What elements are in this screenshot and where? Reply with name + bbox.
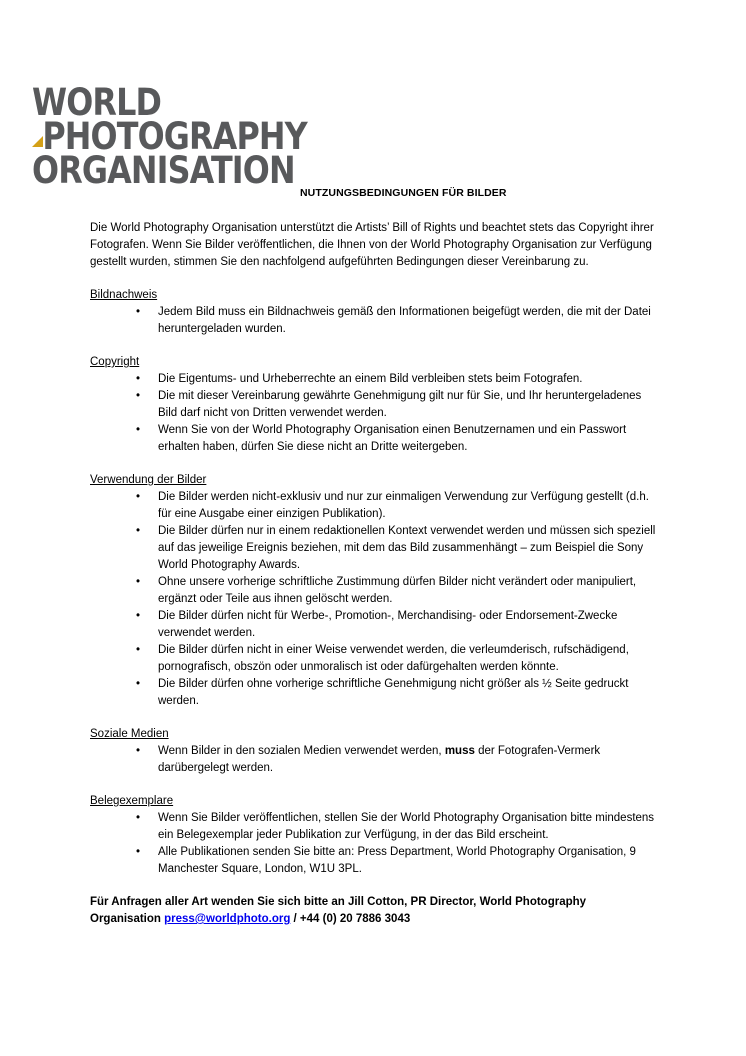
intro-paragraph: Die World Photography Organisation unterstützt die Artists’ Bill of Rights und beachtet stets das Copyright ihrer Fotografen. Wenn Sie Bilder veröffentlichen, die Ihnen von der World Photography Organisation zur Verfügung gestellt wurden, stimmen Sie den nachfolgend aufgeführten Bedingungen dieser Vereinbarung zu. xyxy=(90,222,654,268)
list-item: • Jedem Bild muss ein Bildnachweis gemäß den Informationen beigefügt werden, die mit der Datei heruntergeladen wurden. xyxy=(158,304,660,338)
section-heading: Belegexemplare xyxy=(90,795,174,807)
section-verwendung xyxy=(90,472,660,710)
list-item: • Die Eigentums- und Urheberrechte an einem Bild verbleiben stets beim Fotografen. xyxy=(158,371,660,388)
bullet-list xyxy=(90,304,660,338)
list-item: • Die mit dieser Vereinbarung gewährte Genehmigung gilt nur für Sie, und Ihr heruntergeladenes Bild darf nicht von Dritten verwendet werden. xyxy=(158,388,660,422)
bullet-list xyxy=(90,810,660,878)
list-item: • Alle Publikationen senden Sie bitte an: Press Department, World Photography Organisation, 9 Manchester Square, London, W1U 3PL. xyxy=(158,844,660,878)
social-text-emphasis: muss xyxy=(444,745,475,757)
logo-line-photography-text: PHOTOGRAPHY xyxy=(42,115,307,158)
section-heading: Verwendung der Bilder xyxy=(90,474,207,486)
section-heading: Soziale Medien xyxy=(90,728,169,740)
list-item: • Die Bilder werden nicht-exklusiv und nur zur einmaligen Verwendung zur Verfügung gestellt (d.h. für eine Ausgabe einer einzigen Publikation). xyxy=(158,489,660,523)
document-title: NUTZUNGSBEDINGUNGEN FÜR BILDER xyxy=(300,187,507,199)
bullet-list xyxy=(90,489,660,710)
logo-triangle-icon xyxy=(32,136,43,147)
list-item: • Wenn Sie Bilder veröffentlichen, stellen Sie der World Photography Organisation bitte mindestens ein Belegexemplar jeder Publikation zur Verfügung, in der das Bild erscheint. xyxy=(158,810,660,844)
list-item xyxy=(158,743,660,777)
logo-line-organisation: ORGANISATION xyxy=(32,149,295,192)
footer-text: Für Anfragen aller Art wenden Sie sich bitte an Jill Cotton, PR Director, World Photography Organisation xyxy=(90,896,587,925)
section-soziale-medien xyxy=(90,726,660,777)
contact-footer xyxy=(90,894,660,928)
section-bildnachweis xyxy=(90,287,660,338)
section-belegexemplare xyxy=(90,793,660,878)
list-item: • Die Bilder dürfen ohne vorherige schriftliche Genehmigung nicht größer als ½ Seite gedruckt werden. xyxy=(158,676,660,710)
list-item: • Ohne unsere vorherige schriftliche Zustimmung dürfen Bilder nicht verändert oder manipuliert, ergänzt oder Teile aus ihnen gelöscht werden. xyxy=(158,574,660,608)
section-heading: Copyright xyxy=(90,356,140,368)
document-body xyxy=(90,220,660,940)
social-text-after: der Fotografen-Vermerk darübergelegt werden. xyxy=(158,745,601,774)
logo-line-world: WORLD xyxy=(32,81,162,124)
list-item: • Die Bilder dürfen nicht für Werbe-, Promotion-, Merchandising- oder Endorsement-Zwecke verwendet werden. xyxy=(158,608,660,642)
section-copyright xyxy=(90,354,660,456)
list-item: • Die Bilder dürfen nur in einem redaktionellen Kontext verwendet werden und müssen sich speziell auf das jeweilige Ereignis beziehen, mit dem das Bild zusammenhängt – zum Beispiel die Sony World Photography Awards. xyxy=(158,523,660,574)
section-heading: Bildnachweis xyxy=(90,289,158,301)
list-item: • Wenn Sie von der World Photography Organisation einen Benutzernamen und ein Passwort erhalten haben, dürfen Sie diese nicht an Dritte weitergeben. xyxy=(158,422,660,456)
bullet-list xyxy=(90,371,660,456)
list-item: • Die Bilder dürfen nicht in einer Weise verwendet werden, die verleumderisch, rufschädigend, pornografisch, obszön oder unmoralisch ist oder dafürgehalten werden könnte. xyxy=(158,642,660,676)
email-link[interactable]: press@worldphoto.org xyxy=(164,913,291,925)
footer-phone: / +44 (0) 20 7886 3043 xyxy=(290,913,411,925)
bullet-list xyxy=(90,743,660,777)
social-text-before: Wenn Bilder in den sozialen Medien verwendet werden, xyxy=(158,745,445,757)
wpo-logo xyxy=(32,81,307,192)
